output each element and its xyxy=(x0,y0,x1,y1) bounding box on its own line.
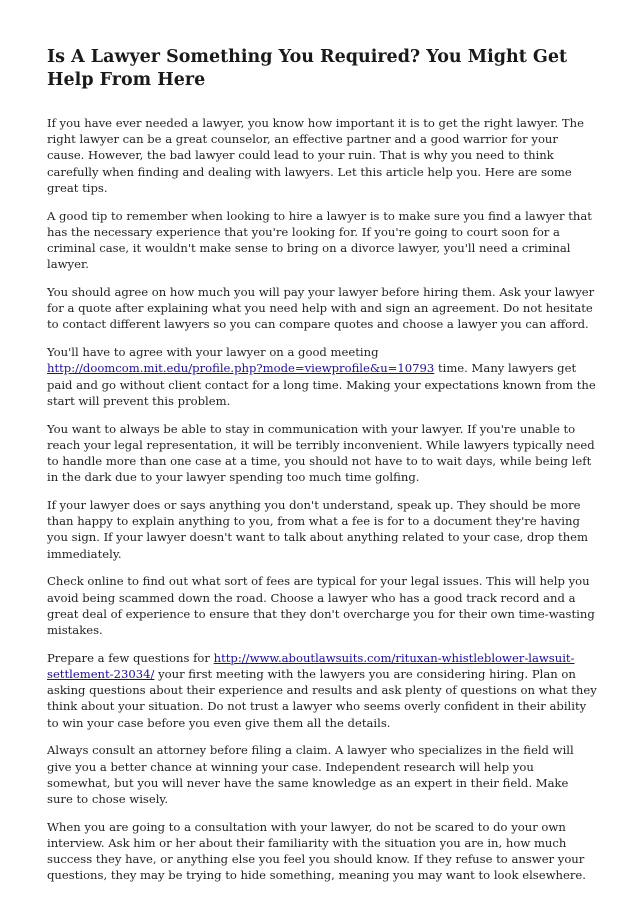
paragraph-4-text-before: You'll have to agree with your lawyer on a good meeting xyxy=(47,345,379,360)
document-page xyxy=(47,46,597,895)
paragraph-4-text-after: time. Many lawyers get paid and go without client contact for a long time. Making your expectations known from the start will prevent this problem. xyxy=(47,361,596,408)
aboutlawsuits-link[interactable]: http://www.aboutlawsuits.com/rituxan-whistleblower-lawsuit-settlement-23034/ xyxy=(47,650,575,682)
paragraph-1: If you have ever needed a lawyer, you know how important it is to get the right lawyer. The right lawyer can be a great counselor, an effective partner and a good warrior for your cause. However, the bad lawyer could lead to your ruin. That is why you need to think carefully when finding and dealing with lawyers. Let this article help you. Here are some great tips. xyxy=(47,116,584,195)
paragraph-3: You should agree on how much you will pay your lawyer before hiring them. Ask your lawyer for a quote after explaining what you need help with and sign an agreement. Do not hesitate to contact different lawyers so you can compare quotes and choose a lawyer you can afford. xyxy=(47,285,595,332)
paragraph-2: A good tip to remember when looking to hire a lawyer is to make sure you find a lawyer that has the necessary experience that you're looking for. If you're going to court soon for a criminal case, it wouldn't make sense to bring on a divorce lawyer, you'll need a criminal lawyer. xyxy=(47,208,592,272)
paragraph-5: You want to always be able to stay in communication with your lawyer. If you're unable to reach your legal representation, it will be terribly inconvenient. While lawyers typically need to handle more than one case at a time, you should not have to to wait days, while being left in the dark due to your lawyer spending too much time golfing. xyxy=(47,421,595,485)
paragraph-8-text-before: Prepare a few questions for xyxy=(47,650,214,665)
paragraph-10: When you are going to a consultation with your lawyer, do not be scared to do your own interview. Ask him or her about their familiarity with the situation you are in, how much success they have, or anything else you feel you should know. If they refuse to answer your questions, they may be trying to hide something, meaning you may want to look elsewhere. xyxy=(47,819,586,883)
article-title: Is A Lawyer Something You Required? You Might Get Help From Here xyxy=(47,47,568,90)
paragraph-8-text-after: your first meeting with the lawyers you are considering hiring. Plan on asking questions about their experience and results and ask plenty of questions on what they think about your situation. Do not trust a lawyer who seems overly confident in their ability to win your case before you even give them all the details. xyxy=(47,667,597,730)
doomcom-profile-link[interactable]: http://doomcom.mit.edu/profile.php?mode=viewprofile&u=10793 xyxy=(47,361,435,376)
paragraph-7: Check online to find out what sort of fees are typical for your legal issues. This will help you avoid being scammed down the road. Choose a lawyer who has a good track record and a great deal of experience to ensure that they don't overcharge you for their own time-wasting mistakes. xyxy=(47,574,595,638)
paragraph-9: Always consult an attorney before filing a claim. A lawyer who specializes in the field will give you a better chance at winning your case. Independent research will help you somewhat, but you will never have the same knowledge as an expert in their field. Make sure to chose wisely. xyxy=(47,743,574,807)
paragraph-8 xyxy=(47,650,597,731)
paragraph-6: If your lawyer does or says anything you don't understand, speak up. They should be more than happy to explain anything to you, from what a fee is for to a document they're having you sign. If your lawyer doesn't want to talk about anything related to your case, drop them immediately. xyxy=(47,498,589,561)
paragraph-4 xyxy=(47,344,597,409)
